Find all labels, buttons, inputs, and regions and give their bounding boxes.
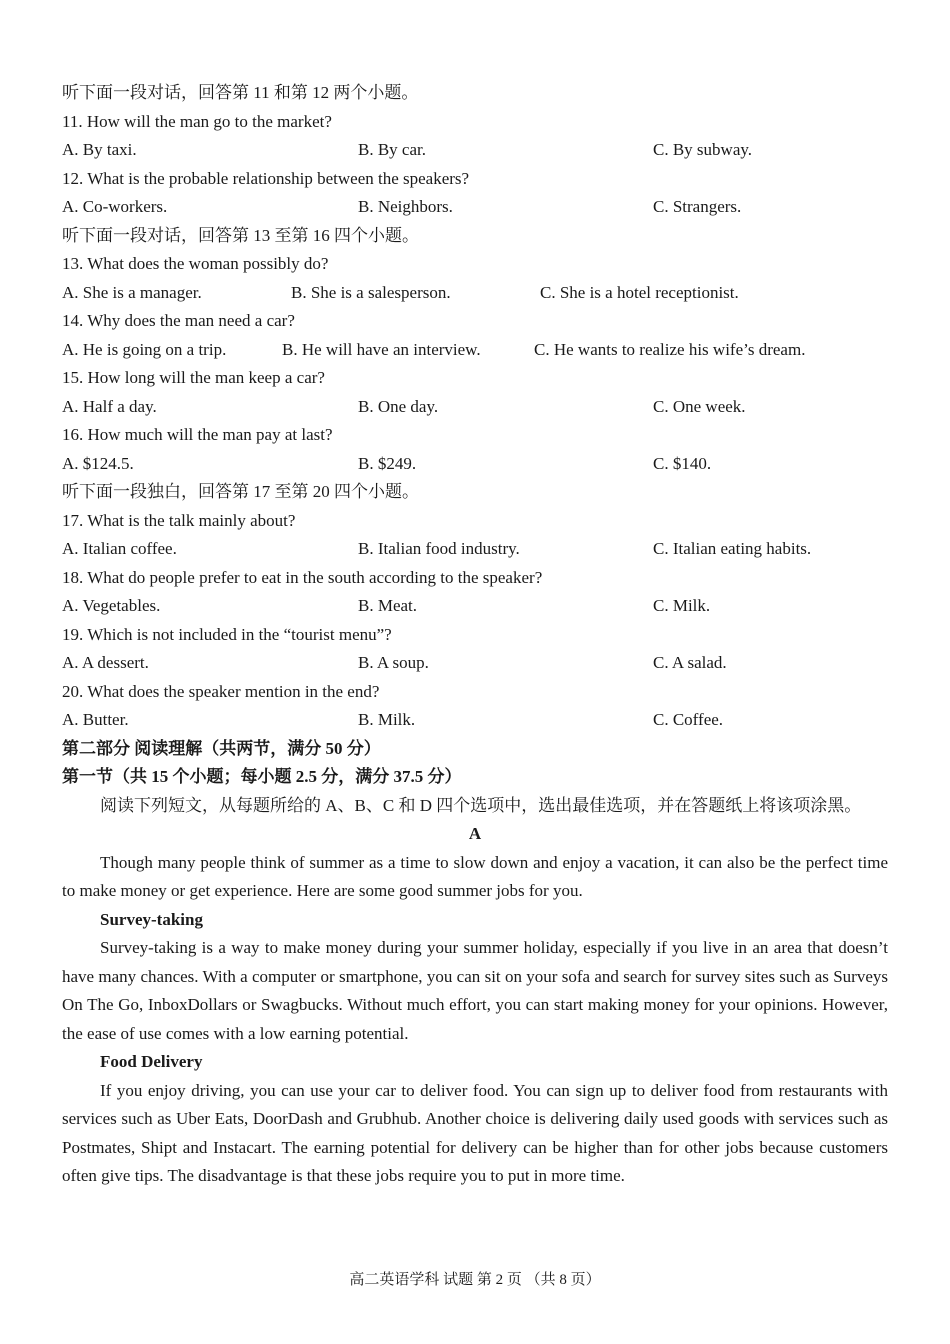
option-a: A. Co-workers.	[62, 197, 168, 216]
option-c: C. $140.	[653, 453, 712, 473]
option-b: B. Meat.	[358, 596, 418, 615]
option-a: A. By taxi.	[62, 140, 137, 159]
instruction-17-20: 听下面一段独白，回答第 17 至第 20 四个小题。	[62, 482, 419, 501]
section1-heading: 第一节（共 15 个小题；每小题 2.5 分，满分 37.5 分）	[62, 767, 462, 786]
option-c: C. He wants to realize his wife’s dream.	[534, 339, 806, 359]
question-12-options	[62, 193, 888, 222]
option-c: C. One week.	[653, 396, 746, 416]
option-a: A. $124.5.	[62, 453, 134, 473]
option-a: A. Half a day.	[62, 396, 157, 416]
option-a: A. A dessert.	[62, 653, 149, 672]
passage-intro: Though many people think of summer as a time to slow down and enjoy a vacation, it can also be the perfect time to make money or get experience. Here are some good summer jobs for you.	[62, 852, 888, 900]
question-14-options	[62, 336, 888, 365]
food-delivery-title: Food Delivery	[100, 1052, 203, 1071]
option-c: C. Strangers.	[653, 197, 742, 216]
option-b: B. One day.	[358, 396, 439, 416]
instruction-13-16: 听下面一段对话，回答第 13 至第 16 四个小题。	[62, 225, 419, 245]
survey-taking-paragraph: Survey-taking is a way to make money during your summer holiday, especially if you live in an area that doesn’t have many chances. With a computer or smartphone, you can sit on your sofa and search for survey sites such as Surveys On The Go, InboxDollars or Swagbucks. Without much effort, you can start making money for your opinions. However, the ease of use comes with a low earning potential.	[62, 938, 888, 1043]
option-a: A. Italian coffee.	[62, 539, 177, 558]
part2-heading: 第二部分 阅读理解（共两节，满分 50 分）	[62, 738, 381, 758]
question-11-options	[62, 136, 888, 165]
option-c: C. Italian eating habits.	[653, 539, 812, 558]
option-c: C. Coffee.	[653, 710, 724, 729]
question-18-stem: 18. What do people prefer to eat in the south according to the speaker?	[62, 567, 543, 587]
option-b: B. He will have an interview.	[282, 339, 481, 359]
question-16-options	[62, 450, 888, 479]
question-19-stem: 19. Which is not included in the “tourist menu”?	[62, 624, 392, 644]
option-c: C. A salad.	[653, 653, 727, 672]
question-16-stem: 16. How much will the man pay at last?	[62, 425, 333, 444]
reading-directions: 阅读下列短文，从每题所给的 A、B、C 和 D 四个选项中，选出最佳选项，并在答题纸上将该项涂黑。	[100, 795, 862, 815]
option-a: A. She is a manager.	[62, 282, 202, 302]
option-b: B. A soup.	[358, 653, 429, 672]
option-a: A. He is going on a trip.	[62, 339, 227, 359]
question-15-stem: 15. How long will the man keep a car?	[62, 368, 325, 387]
survey-taking-title: Survey-taking	[100, 909, 203, 929]
question-18-options	[62, 592, 888, 621]
passage-label: A	[468, 824, 482, 843]
option-a: A. Vegetables.	[62, 596, 161, 615]
option-b: B. $249.	[358, 453, 417, 473]
question-20-options	[62, 706, 888, 735]
option-b: B. She is a salesperson.	[291, 282, 451, 302]
instruction-11-12: 听下面一段对话，回答第 11 和第 12 两个小题。	[62, 83, 419, 102]
option-c: C. Milk.	[653, 596, 711, 615]
page-footer: 高二英语学科 试题 第 2 页 （共 8 页）	[349, 1272, 601, 1288]
question-17-options	[62, 535, 888, 564]
question-12-stem: 12. What is the probable relationship between the speakers?	[62, 168, 470, 188]
question-20-stem: 20. What does the speaker mention in the end?	[62, 681, 380, 701]
question-17-stem: 17. What is the talk mainly about?	[62, 510, 296, 530]
option-c: C. By subway.	[653, 140, 753, 159]
question-15-options	[62, 393, 888, 422]
option-b: B. Italian food industry.	[358, 539, 520, 558]
option-b: B. By car.	[358, 140, 426, 159]
option-a: A. Butter.	[62, 710, 129, 729]
exam-page	[62, 79, 888, 1191]
food-delivery-paragraph: If you enjoy driving, you can use your car to deliver food. You can sign up to deliver food from restaurants with services such as Uber Eats, DoorDash and Grubhub. Another choice is delivering daily used goods with services such as Postmates, Shipt and Instacart. The earning potential for delivery can be higher than for other jobs because customers often give tips. The disadvantage is that these jobs require you to put in more time.	[62, 1080, 888, 1185]
question-13-options	[62, 279, 888, 308]
question-13-stem: 13. What does the woman possibly do?	[62, 254, 329, 273]
option-c: C. She is a hotel receptionist.	[540, 282, 739, 302]
question-11-stem: 11. How will the man go to the market?	[62, 111, 332, 131]
option-b: B. Neighbors.	[358, 197, 453, 216]
question-14-stem: 14. Why does the man need a car?	[62, 311, 295, 330]
question-19-options	[62, 649, 888, 678]
option-b: B. Milk.	[358, 710, 416, 729]
